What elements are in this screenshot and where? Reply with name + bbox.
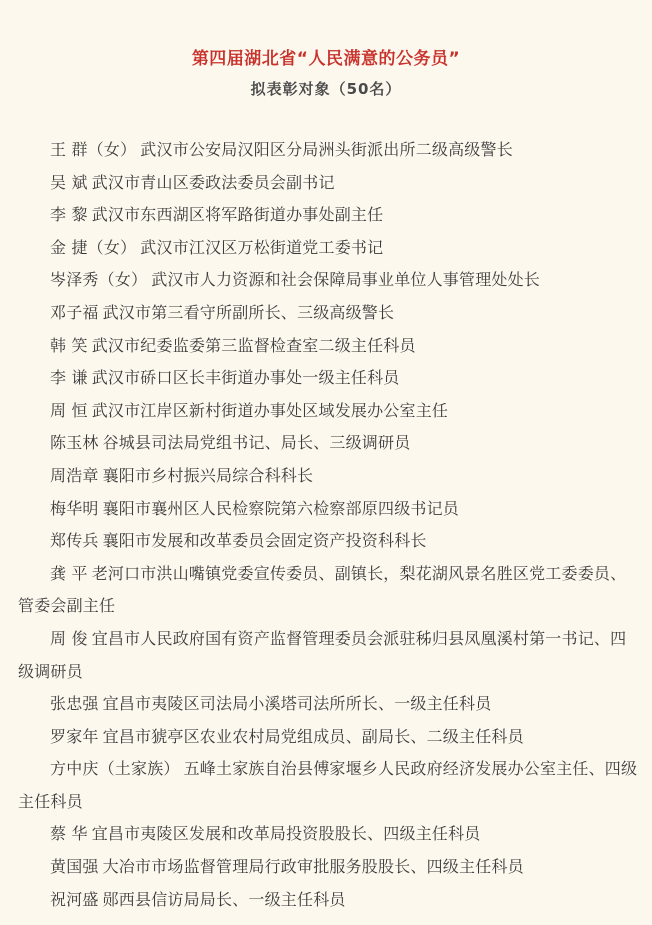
honoree-name: 蔡 华 [50,824,88,844]
honoree-description: 武汉市公安局汉阳区分局洲头街派出所二级高级警长 [140,140,513,159]
honoree-description: 武汉市东西湖区将军路街道办事处副主任 [91,205,384,225]
honoree-name: 郑传兵 [50,531,99,551]
honoree-description: 武汉市青山区委政法委员会副书记 [91,172,335,192]
list-item [18,330,640,363]
list-item [18,395,640,428]
honoree-name: 周浩章 [50,465,99,485]
honoree-name: 吴 斌 [50,172,88,192]
honoree-name: 陈玉林 [50,433,99,453]
honoree-description: 老河口市洪山嘴镇党委宣传委员、副镇长，梨花湖风景名胜区党工委委员、管委会副主任 [18,563,627,616]
honoree-description: 宜昌市猇亭区农业农村局党组成员、副局长、二级主任科员 [102,726,524,746]
list-item [18,264,640,297]
honoree-name: 梅华明 [50,498,99,518]
honoree-name: 李 谦 [50,368,88,388]
honoree-name: 周 俊 [50,628,88,648]
honoree-name: 祝河盛 [50,889,99,909]
list-item [18,818,640,851]
honoree-description: 五峰土家族自治县傅家堰乡人民政府经济发展办公室主任、四级主任科员 [18,759,638,811]
list-item [18,232,640,265]
honoree-name: 方中庆（土家族） [50,759,180,779]
honoree-name: 金 捷（女） [50,237,137,257]
list-item [18,753,640,818]
page-title: 第四届湖北省“人民满意的公务员” [191,49,461,69]
honoree-description: 襄阳市襄州区人民检察院第六检察部原四级书记员 [102,498,460,518]
honoree-description: 宜昌市人民政府国有资产监督管理委员会派驻秭归县凤凰溪村第一书记、四级调研员 [18,628,627,681]
list-item [18,558,640,623]
honoree-description: 襄阳市乡村振兴局综合科科长 [102,465,314,485]
list-item [18,167,640,200]
honoree-name: 邓子福 [50,302,99,322]
list-item [18,493,640,526]
honoree-name: 李 黎 [50,205,88,225]
list-item [18,525,640,558]
honoree-description: 郧西县信访局局长、一级主任科员 [102,889,346,909]
honoree-list [18,134,640,916]
honoree-description: 襄阳市发展和改革委员会固定资产投资科科长 [102,531,427,551]
honoree-name: 罗家年 [50,726,99,746]
honoree-description: 武汉市人力资源和社会保障局事业单位人事管理处处长 [151,270,541,290]
honoree-name: 周 恒 [50,400,88,420]
list-item [18,199,640,232]
honoree-description: 武汉市纪委监委第三监督检查室二级主任科员 [91,335,416,355]
list-item [18,721,640,754]
list-item [18,884,640,917]
honoree-description: 大冶市市场监督管理局行政审批服务股股长、四级主任科员 [102,857,524,877]
list-item [18,362,640,395]
honoree-name: 黄国强 [50,857,99,877]
list-item [18,623,640,688]
honoree-description: 谷城县司法局党组书记、局长、三级调研员 [102,433,411,453]
honoree-name: 韩 笑 [50,335,88,355]
honoree-name: 王 群（女） [50,140,137,159]
page-subtitle: 拟表彰对象（50名） [250,80,402,98]
list-item [18,460,640,493]
honoree-name: 龚 平 [50,563,88,583]
honoree-description: 武汉市江汉区万松街道党工委书记 [140,237,384,257]
list-item [18,134,640,167]
honoree-description: 武汉市第三看守所副所长、三级高级警长 [102,302,395,322]
honoree-name: 张忠强 [50,694,99,714]
list-item [18,297,640,330]
honoree-description: 宜昌市夷陵区司法局小溪塔司法所所长、一级主任科员 [102,694,492,714]
list-item [18,851,640,884]
honoree-description: 武汉市江岸区新村街道办事处区域发展办公室主任 [91,400,449,420]
honoree-description: 武汉市硚口区长丰街道办事处一级主任科员 [91,368,400,388]
honoree-name: 岑泽秀（女） [50,270,148,290]
list-item [18,688,640,721]
list-item [18,427,640,460]
honoree-description: 宜昌市夷陵区发展和改革局投资股股长、四级主任科员 [91,824,481,844]
